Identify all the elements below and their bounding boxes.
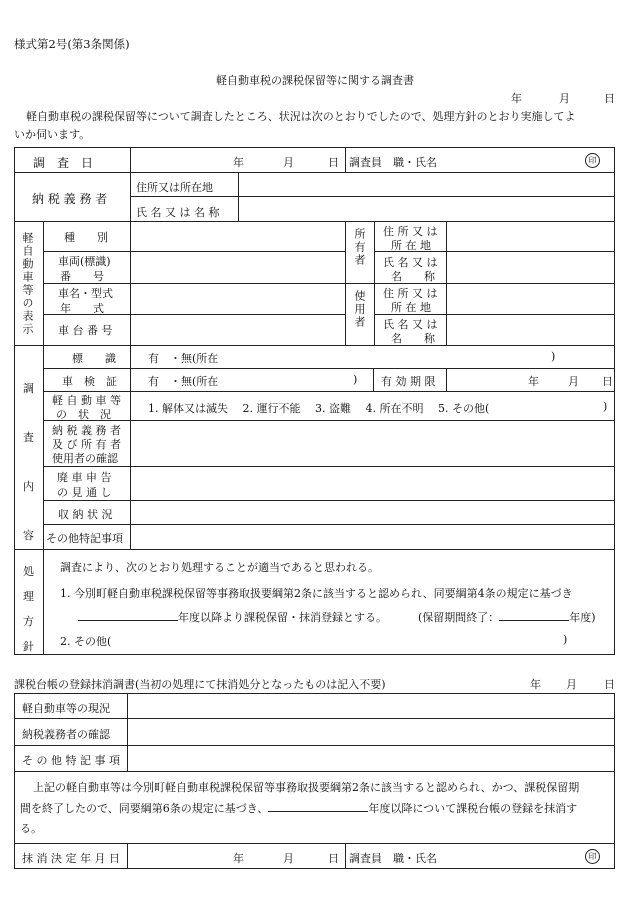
policy-char: 理 (23, 590, 34, 603)
user-address-label-2: 所 在 地 (391, 301, 431, 314)
section2-day: 日 (604, 678, 615, 691)
user-label: 使用者 (353, 290, 366, 329)
user-name-label-1: 氏 名 又 は (383, 318, 438, 331)
vehicle-condition-label: 軽自動車等の現況 (22, 702, 110, 715)
confirm-label-2: 及 び 所 有 者 (52, 438, 121, 451)
inspection-label: 車 検 証 (62, 375, 117, 388)
survey-content-label-vertical (23, 364, 35, 560)
confirm-label-1: 納 税 義 務 者 (52, 424, 121, 437)
retention-year-blank[interactable] (499, 620, 569, 621)
owner-label: 所有者 (353, 228, 366, 267)
deregistration-text-2b: 年度以降について課税台帳の登録を抹消す (368, 802, 578, 815)
vehicle-plate-label-2: 番 号 (60, 270, 104, 283)
scrap-outlook-label-2: の 見 通 し (57, 486, 112, 499)
vehicle-model-label-2: 年 式 (60, 302, 104, 315)
policy-lead: 調査により、次のとおり処理することが適当であると思われる。 (60, 561, 379, 574)
header-month: 月 (559, 92, 570, 105)
policy-item-1-text: 年度以降より課税保留・抹消登録とする。 (178, 611, 387, 624)
decision-month: 月 (283, 852, 294, 865)
investigator-label: 調査員 職・氏名 (349, 156, 437, 169)
policy-char: 方 (23, 615, 34, 628)
retention-period-end: 年度) (569, 611, 596, 624)
deregistration-text-2 (20, 800, 577, 816)
header-day: 日 (604, 92, 615, 105)
policy-item-2: 2. その他( (60, 635, 112, 648)
sign-label: 標 識 (72, 352, 116, 365)
sign-close: ) (551, 350, 556, 363)
vehicle-model-label-1: 車名・型式 (58, 287, 113, 300)
taxpayer-address-label: 住所又は所在地 (136, 181, 213, 194)
confirm-label-3: 使用者の確認 (52, 452, 118, 465)
scrap-outlook-label-1: 廃 車 申 告 (57, 471, 112, 484)
vehicle-status-close: ) (603, 400, 608, 413)
policy-item-2-close: ) (563, 633, 568, 646)
payment-status-label: 収 納 状 況 (58, 508, 113, 521)
section2-month: 月 (566, 678, 577, 691)
intro-line-2: いか伺います。 (14, 128, 91, 141)
retention-period (418, 609, 596, 625)
owner-address-label-1: 住 所 又 は (383, 225, 438, 238)
vehicle-status-label-2: の 状 況 (56, 408, 111, 421)
form-id: 様式第2号(第3条関係) (14, 37, 130, 51)
decision-day: 日 (328, 852, 339, 865)
survey-content-char: 容 (23, 529, 34, 542)
section2-year: 年 (530, 678, 541, 691)
decision-seal-mark: 印 (585, 849, 600, 864)
policy-item-1: 1. 今別町軽自動車税課税保留等事務取扱要綱第2条に該当すると認められ、同要綱第4条の規定に基づき (60, 587, 573, 600)
decision-date-label: 抹 消 決 定 年 月 日 (22, 852, 120, 865)
deregistration-year-blank[interactable] (268, 811, 368, 812)
survey-date-label: 調 査 日 (33, 156, 94, 170)
other-notes-label: その他特記事項 (46, 532, 123, 545)
policy-char: 針 (23, 640, 34, 653)
taxpayer-label: 納 税 義 務 者 (32, 192, 108, 206)
intro-line-1: 軽自動車税の課税保留等について調査したところ、状況は次のとおりでしたので、処理方針のとおり実施してよ (26, 110, 576, 123)
fiscal-year-blank[interactable] (78, 620, 178, 621)
survey-content-char: 内 (23, 480, 34, 493)
survey-content-char: 調 (23, 382, 34, 395)
owner-name-label-2: 名 称 (391, 270, 435, 283)
validity-day: 日 (602, 375, 613, 388)
user-name-label-2: 名 称 (391, 332, 435, 345)
owner-name-label-1: 氏 名 又 は (383, 256, 438, 269)
policy-item-1-continued (78, 609, 387, 625)
deregistration-text-1: 上記の軽自動車等は今別町軽自動車税課税保留等事務取扱要綱第2条に該当すると認められ、かつ、課税保留期 (33, 781, 580, 794)
validity-label: 有 効 期 限 (381, 375, 436, 388)
validity-month: 月 (568, 375, 579, 388)
seal-mark: 印 (585, 153, 600, 168)
vehicle-section-label: 軽自動車等の表示 (21, 232, 34, 336)
vehicle-status-options: 1. 解体又は滅失 2. 運行不能 3. 盗難 4. 所在不明 5. その他( (148, 402, 490, 415)
section2-other-label: そ の 他 特 記 事 項 (22, 754, 120, 767)
policy-char: 処 (23, 565, 34, 578)
taxpayer-name-label: 氏 名 又 は 名 称 (136, 206, 220, 219)
deregistration-text-2a: 間を終了したので、同要綱第6条の規定に基づき、 (20, 802, 269, 815)
vehicle-chassis-label: 車 台 番 号 (58, 324, 113, 337)
survey-content-char: 査 (23, 431, 34, 444)
survey-date-year: 年 (233, 156, 244, 169)
owner-address-label-2: 所 在 地 (391, 239, 431, 252)
decision-year: 年 (233, 852, 244, 865)
taxpayer-confirm-label: 納税義務者の確認 (22, 728, 110, 741)
inspection-value: 有 ・無(所在 (148, 375, 219, 388)
section2-title: 課税台帳の登録抹消調書(当初の処理にて抹消処分となったものは記入不要) (14, 678, 386, 691)
vehicle-plate-label-1: 車両(標識) (58, 255, 111, 268)
header-year: 年 (511, 92, 522, 105)
survey-date-month: 月 (283, 156, 294, 169)
sign-value: 有 ・無(所在 (148, 352, 219, 365)
validity-year: 年 (528, 375, 539, 388)
survey-date-day: 日 (328, 156, 339, 169)
retention-period-label: (保留期間終了： (418, 611, 500, 624)
policy-label-vertical (23, 559, 35, 659)
vehicle-type-label: 種 別 (64, 231, 108, 244)
vehicle-status-label-1: 軽 自 動 車 等 (52, 394, 121, 407)
deregistration-text-3: る。 (20, 822, 42, 835)
document-title: 軽自動車税の課税保留等に関する調査書 (216, 74, 414, 87)
user-address-label-1: 住 所 又 は (383, 287, 438, 300)
decision-investigator-label: 調査員 職・氏名 (349, 852, 437, 865)
inspection-close: ) (353, 373, 358, 386)
